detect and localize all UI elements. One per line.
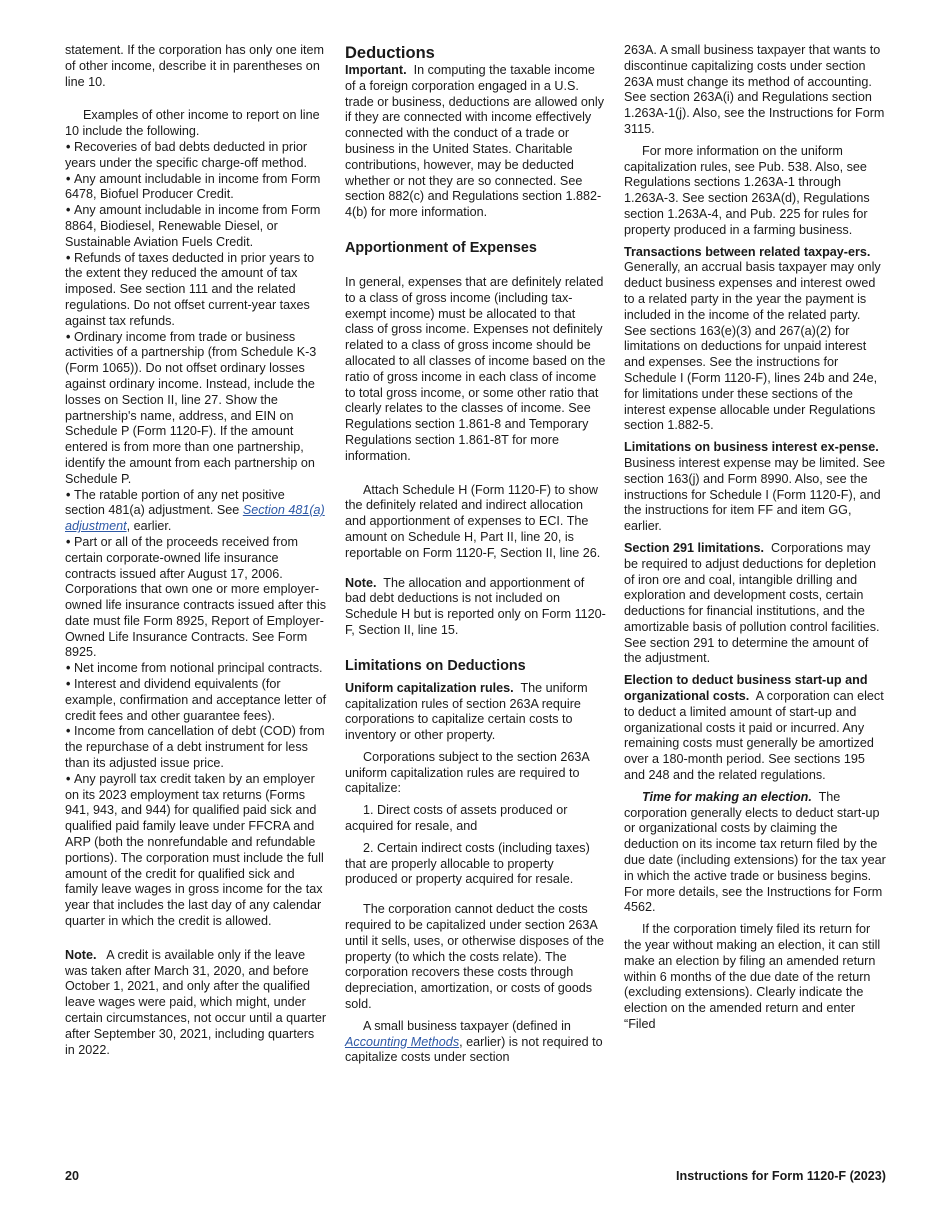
note-paragraph: Note. The allocation and apportionment of bad debt deductions is not included on Schedule H but is reported only on Form 1120-F, Section II, line 15. xyxy=(345,575,606,637)
paragraph-cannot-deduct: The corporation cannot deduct the costs required to be capitalized under section 263A until it sells, uses, or otherwise disposes of the property (to which the costs relate). The corporation recovers these costs through depreciation, amortization, or costs of goods sold. xyxy=(345,902,604,1012)
list-item: • Refunds of taxes deducted in prior years to the extent they reduced the amount of tax imposed. See section 111 and the related regulations. Do not offset current-year taxes against tax refunds. xyxy=(65,251,327,330)
list-item: • Interest and dividend equivalents (for example, confirmation and acceptance letter of credit fees and other guarantee fees). xyxy=(65,677,327,724)
paragraph-examples: Examples of other income to report on line 10 include the following. xyxy=(65,108,320,139)
form-title-footer: Instructions for Form 1120-F (2023) xyxy=(676,1169,886,1183)
paragraph-continued: statement. If the corporation has only one item of other income, describe it in parentheses on line 10. xyxy=(65,43,325,89)
list-item: 1. Direct costs of assets produced or acquired for resale, and xyxy=(345,803,568,834)
paragraph-apportionment: In general, expenses that are definitely related to a class of gross income (including tax-exempt income) must be allocated to that class of gross income. Expenses not definitely related to a class of gross income should be allocated to all classes of income based on the ratio of gross income in each class of income to total gross income, or some other ratio that clearly relates to the classes of income. See Regulations section 1.861-8 and Temporary Regulations section 1.861-8T for more information. xyxy=(345,274,606,463)
list-item: • The ratable portion of any net positive section 481(a) adjustment. See Section 481(a) adjustment, earlier. xyxy=(65,488,327,535)
paragraph-time-election: Time for making an election. The corporation generally elects to deduct start-up or organizational costs by claiming the deduction on its income tax return filed by the due date (including extensions) for the tax year in which the active trade or business begins. For more details, see the Instructions for Form 4562. xyxy=(624,789,886,915)
column-1 xyxy=(65,43,327,1058)
important-paragraph: Important. In computing the taxable income of a foreign corporation engaged in a U.S. trade or business, deductions are allowed only if they are connected with income effectively connected with the conduct of a trade or business in the United States. Charitable contributions, however, may be deducted whether or not they are so connected. See section 882(c) and Regulations section 1.882-4(b) for more information. xyxy=(345,63,605,220)
list-item: • Income from cancellation of debt (COD) from the repurchase of a debt instrument for less than its adjusted issue price. xyxy=(65,724,327,771)
paragraph-unicap: Uniform capitalization rules. The uniform capitalization rules of section 263A require corporations to capitalize certain costs to inventory or other property. xyxy=(345,680,588,743)
list-item: • Any payroll tax credit taken by an employer on its 2023 employment tax returns (Forms 941, 943, and 944) for qualified paid sick and qualified paid family leave under FFCRA and ARP (both the nonrefundable and refundable portions). The corporation must include the full amount of the credit for qualified sick and family leave wages in gross income for the tax year that includes the last day of any calendar quarter in which the credit is allowed. xyxy=(65,772,327,930)
list-item: • Part or all of the proceeds received from certain corporate-owned life insurance contracts issued after August 17, 2006. Corporations that own one or more employer-owned life insurance contracts issued after this date must file Form 8925, Report of Employer-Owned Life Insurance Contracts. See Form 8925. xyxy=(65,535,327,661)
list-item: • Ordinary income from trade or business activities of a partnership (from Schedule K-3 (Form 1065)). Do not offset ordinary losses against ordinary income. Instead, include the losses on Section II, line 27. Show the partnership's name, address, and EIN on Schedule P (Form 1120-F). If the amount entered is from more than one partnership, identify the amount from each partnership on Schedule P. xyxy=(65,330,327,488)
list-item: • Any amount includable in income from Form 8864, Biodiesel, Renewable Diesel, or Sustainable Aviation Fuels Credit. xyxy=(65,203,327,250)
paragraph-section-291: Section 291 limitations. Corporations may be required to adjust deductions for depletion of iron ore and coal, intangible drilling and exploration and development costs, certain deductions for financial institutions, and the amortizable basis of pollution control facilities. See section 291 to determine the amount of the adjustment. xyxy=(624,540,880,666)
paragraph-timely-filed: If the corporation timely filed its return for the year without making an election, it can still make an election by filing an amended return within 6 months of the due date of the return (excluding extensions). Clearly indicate the election on the amended return and enter “Filed xyxy=(624,922,881,1032)
heading-apportionment: Apportionment of Expenses xyxy=(345,239,537,256)
paragraph-continued: 263A. A small business taxpayer that wants to discontinue capitalizing costs under section 263A must change its method of accounting. See section 263A(i) and Regulations section 1.263A-1(j). Also, see the Instructions for Form 3115. xyxy=(624,43,885,136)
section-481a-link[interactable]: Section 481(a) adjustment xyxy=(65,503,325,534)
paragraph-subject: Corporations subject to the section 263A uniform capitalization rules are required to capitalize: xyxy=(345,749,590,796)
note-paragraph: Note. A credit is available only if the leave was taken after March 31, 2020, and before October 1, 2021, and only after the qualified leave wages were paid, which might, under certain circumstances, not occur until a quarter after September 30, 2021, including quarters in 2022. xyxy=(65,947,327,1057)
heading-limitations: Limitations on Deductions xyxy=(345,657,526,674)
accounting-methods-link[interactable]: Accounting Methods xyxy=(345,1034,460,1049)
paragraph-business-interest: Limitations on business interest ex-pense. Business interest expense may be limited. See section 163(j) and Form 8990. Also, see the instructions for Schedule I (Form 1120-F), and the instructions for item FF and item GG, earlier. xyxy=(624,440,886,534)
list-item: 2. Certain indirect costs (including taxes) that are properly allocable to property produced or property acquired for resale. xyxy=(345,840,590,887)
paragraph-election: Election to deduct business start-up and organizational costs. A corporation can elect to deduct a limited amount of start-up and organizational costs it paid or incurred. Any remaining costs must generally be amortized over a 180-month period. See sections 195 and 248 and the related regulations. xyxy=(624,673,884,783)
column-3 xyxy=(624,43,886,1033)
paragraph-small-business: A small business taxpayer (defined in Accounting Methods, earlier) is not required to capitalize costs under section xyxy=(345,1018,603,1065)
paragraph-related-parties: Transactions between related taxpay-ers. Generally, an accrual basis taxpayer may only deduct business expenses and interest owed to a related party in the year the payment is included in the income of the related party. See sections 163(e)(3) and 267(a)(2) for limitations on deductions for unpaid interest and expenses. See the instructions for Schedule I (Form 1120-F), lines 24b and 24e, for limitations under these sections of the interest expense allocable under Regulations section 1.882-5. xyxy=(624,244,881,433)
list-item: • Any amount includable in income from Form 6478, Biofuel Producer Credit. xyxy=(65,172,327,204)
paragraph-more-info: For more information on the uniform capitalization rules, see Pub. 538. Also, see Regulations sections 1.263A-1 through 1.263A-3. See section 263A(d), Regulations section 1.263A-4, and Pub. 225 for rules for property produced in a farming business. xyxy=(624,143,870,237)
list-item: • Net income from notional principal contracts. xyxy=(65,661,327,677)
heading-deductions: Deductions xyxy=(345,44,435,62)
list-item: • Recoveries of bad debts deducted in prior years under the specific charge-off method. xyxy=(65,140,327,172)
paragraph-attach: Attach Schedule H (Form 1120-F) to show the definitely related and indirect allocation and apportionment of expenses to ECI. The amount on Schedule H, Part II, line 20, is reportable on Form 1120-F, Section II, line 26. xyxy=(345,482,601,560)
column-2 xyxy=(345,43,607,1066)
page-number: 20 xyxy=(65,1169,80,1183)
